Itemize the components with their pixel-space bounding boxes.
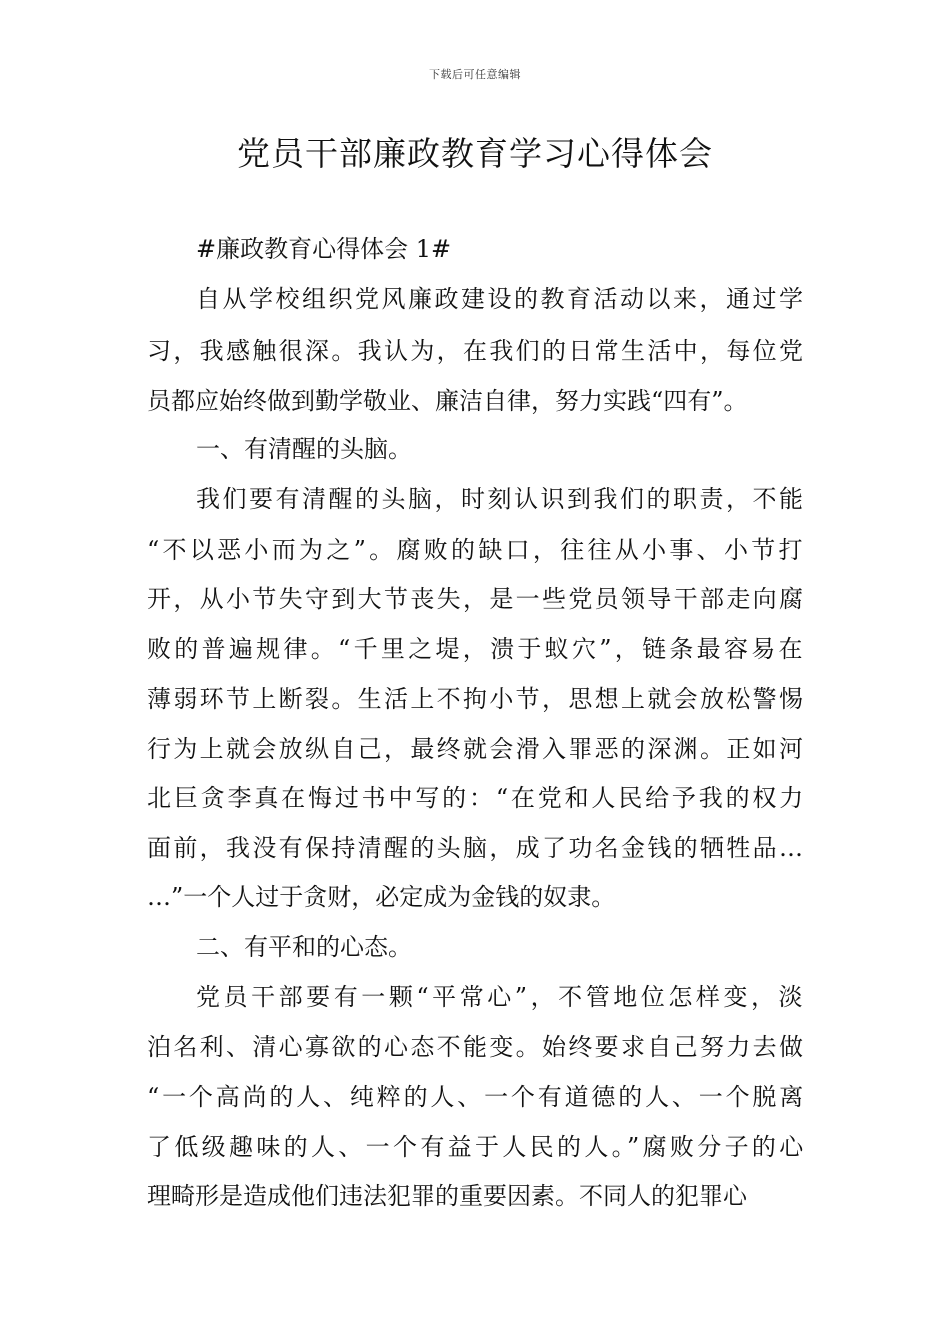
text-line: #廉政教育心得体会 1# — [196, 235, 452, 263]
text-line: 泊名利、清心寡欲的心态不能变。始终要求自己努力去做 — [147, 1033, 806, 1061]
text-line: 自从学校组织党风廉政建设的教育活动以来，通过学 — [196, 285, 806, 313]
text-line: 薄弱环节上断裂。生活上不拘小节，思想上就会放松警惕 — [147, 685, 806, 713]
text-line: 我们要有清醒的头脑，时刻认识到我们的职责，不能 — [196, 485, 806, 513]
text-line: 北巨贪李真在悔过书中写的：“在党和人民给予我的权力 — [147, 784, 807, 812]
header-note: 下载后可任意编辑 — [429, 68, 521, 81]
text-line: 二、有平和的心态。 — [196, 933, 412, 961]
text-line: 行为上就会放纵自己，最终就会滑入罪恶的深渊。正如河 — [147, 735, 806, 763]
text-line: 面前，我没有保持清醒的头脑，成了功名金钱的牺牲品… — [147, 834, 806, 862]
text-line: 理畸形是造成他们违法犯罪的重要因素。不同人的犯罪心 — [147, 1182, 747, 1210]
text-line: 习，我感触很深。我认为，在我们的日常生活中，每位党 — [147, 337, 806, 365]
page-title: 党员干部廉政教育学习心得体会 — [237, 134, 713, 173]
text-line: 党员干部要有一颗“平常心”，不管地位怎样变，淡 — [196, 983, 807, 1011]
text-line: “一个高尚的人、纯粹的人、一个有道德的人、一个脱离 — [147, 1083, 807, 1111]
text-line: 开，从小节失守到大节丧失，是一些党员领导干部走向腐 — [147, 585, 806, 613]
text-line: 员都应始终做到勤学敬业、廉洁自律，努力实践“四有”。 — [147, 387, 748, 415]
text-line: 一、有清醒的头脑。 — [196, 435, 412, 463]
text-line: 败的普遍规律。“千里之堤，溃于蚁穴”，链条最容易在 — [147, 635, 806, 663]
text-line: “不以恶小而为之”。腐败的缺口，往往从小事、小节打 — [147, 536, 806, 564]
text-line: 了低级趣味的人、一个有益于人民的人。”腐败分子的心 — [147, 1133, 807, 1161]
text-line: …”一个人过于贪财，必定成为金钱的奴隶。 — [147, 883, 616, 911]
